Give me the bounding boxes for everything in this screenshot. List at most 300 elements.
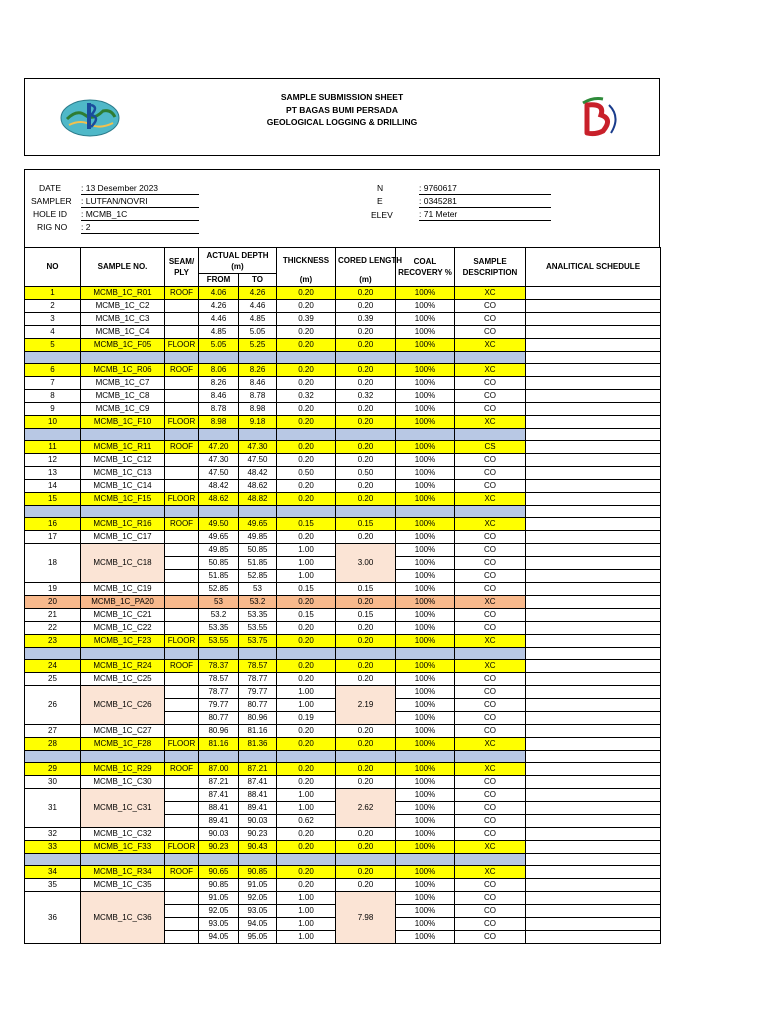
depth-to: 47.30	[239, 441, 277, 454]
sample-no: MCMB_1C_C17	[81, 531, 165, 544]
seam-ply	[165, 480, 199, 493]
col-coal-recovery: COAL RECOVERY %	[396, 248, 455, 287]
seam-ply	[165, 686, 199, 699]
depth-from: 94.05	[199, 931, 239, 944]
analitical-schedule-cell	[526, 699, 661, 712]
sample-description: CS	[455, 441, 526, 454]
row-no: 18	[25, 544, 81, 583]
analitical-schedule-cell	[526, 531, 661, 544]
sample-description: CO	[455, 828, 526, 841]
n-label: N	[377, 183, 384, 193]
seam-ply	[165, 609, 199, 622]
analitical-schedule-cell	[526, 390, 661, 403]
row-no: 10	[25, 416, 81, 429]
separator-row	[25, 648, 661, 660]
table-row	[25, 441, 661, 454]
separator-cell	[165, 854, 199, 866]
coal-recovery: 100%	[396, 313, 455, 326]
col-cored-length: CORED LENGTH	[336, 248, 396, 274]
separator-cell	[336, 648, 396, 660]
row-no: 2	[25, 300, 81, 313]
separator-cell	[165, 429, 199, 441]
depth-from: 53.2	[199, 609, 239, 622]
coal-recovery: 100%	[396, 931, 455, 944]
row-no: 6	[25, 364, 81, 377]
coal-recovery: 100%	[396, 725, 455, 738]
depth-from: 48.42	[199, 480, 239, 493]
row-no: 8	[25, 390, 81, 403]
separator-row	[25, 429, 661, 441]
analitical-schedule-cell	[526, 557, 661, 570]
date-value: : 13 Desember 2023	[81, 183, 199, 195]
seam-ply	[165, 789, 199, 802]
thickness: 0.15	[277, 583, 336, 596]
row-no: 29	[25, 763, 81, 776]
depth-from: 90.23	[199, 841, 239, 854]
depth-to: 48.82	[239, 493, 277, 506]
seam-ply	[165, 557, 199, 570]
analitical-schedule-cell	[526, 287, 661, 300]
depth-to: 78.57	[239, 660, 277, 673]
row-no: 36	[25, 892, 81, 944]
row-no: 19	[25, 583, 81, 596]
analitical-schedule-cell	[526, 403, 661, 416]
sample-no: MCMB_1C_F33	[81, 841, 165, 854]
thickness: 0.20	[277, 596, 336, 609]
separator-cell	[25, 751, 81, 763]
seam-ply	[165, 300, 199, 313]
seam-ply	[165, 725, 199, 738]
analitical-schedule-cell	[526, 815, 661, 828]
depth-from: 4.85	[199, 326, 239, 339]
sample-no: MCMB_1C_C13	[81, 467, 165, 480]
row-no: 27	[25, 725, 81, 738]
depth-to: 8.78	[239, 390, 277, 403]
depth-from: 49.50	[199, 518, 239, 531]
company-logo-right	[573, 93, 623, 139]
analitical-schedule-cell	[526, 364, 661, 377]
table-row	[25, 776, 661, 789]
row-no: 32	[25, 828, 81, 841]
coal-recovery: 100%	[396, 712, 455, 725]
analitical-schedule-cell	[526, 660, 661, 673]
sample-description: CO	[455, 622, 526, 635]
sample-no: MCMB_1C_C19	[81, 583, 165, 596]
thickness: 0.20	[277, 300, 336, 313]
depth-from: 92.05	[199, 905, 239, 918]
depth-to: 4.26	[239, 287, 277, 300]
analitical-schedule-cell	[526, 352, 661, 364]
coal-recovery: 100%	[396, 763, 455, 776]
cored-length: 0.20	[336, 531, 396, 544]
sample-description: CO	[455, 557, 526, 570]
depth-to: 90.03	[239, 815, 277, 828]
sample-no: MCMB_1C_C4	[81, 326, 165, 339]
table-row	[25, 390, 661, 403]
cored-length: 0.32	[336, 390, 396, 403]
seam-ply: ROOF	[165, 518, 199, 531]
separator-cell	[25, 506, 81, 518]
analitical-schedule-cell	[526, 931, 661, 944]
separator-cell	[277, 751, 336, 763]
coal-recovery: 100%	[396, 660, 455, 673]
col-to: TO	[239, 274, 277, 287]
table-row	[25, 583, 661, 596]
table-row	[25, 763, 661, 776]
col-cored-unit: (m)	[336, 274, 396, 287]
depth-from: 88.41	[199, 802, 239, 815]
thickness: 0.20	[277, 326, 336, 339]
depth-to: 53	[239, 583, 277, 596]
cored-length: 0.20	[336, 660, 396, 673]
depth-from: 80.77	[199, 712, 239, 725]
title-line-1: SAMPLE SUBMISSION SHEET	[280, 92, 404, 102]
depth-from: 4.46	[199, 313, 239, 326]
row-no: 24	[25, 660, 81, 673]
table-header	[25, 248, 661, 287]
sample-description: XC	[455, 635, 526, 648]
sample-no: MCMB_1C_C35	[81, 879, 165, 892]
thickness: 0.20	[277, 660, 336, 673]
coal-recovery: 100%	[396, 635, 455, 648]
sample-description: CO	[455, 313, 526, 326]
sample-description: CO	[455, 802, 526, 815]
separator-cell	[199, 648, 239, 660]
seam-ply	[165, 403, 199, 416]
separator-cell	[239, 506, 277, 518]
row-no: 35	[25, 879, 81, 892]
e-label: E	[377, 196, 383, 206]
cored-length: 0.15	[336, 518, 396, 531]
seam-ply	[165, 673, 199, 686]
depth-to: 95.05	[239, 931, 277, 944]
row-no: 22	[25, 622, 81, 635]
table-row	[25, 738, 661, 751]
thickness: 1.00	[277, 789, 336, 802]
cored-length: 0.15	[336, 583, 396, 596]
table-row	[25, 454, 661, 467]
analitical-schedule-cell	[526, 635, 661, 648]
separator-cell	[336, 751, 396, 763]
seam-ply: ROOF	[165, 660, 199, 673]
analitical-schedule-cell	[526, 673, 661, 686]
depth-to: 88.41	[239, 789, 277, 802]
analitical-schedule-cell	[526, 841, 661, 854]
depth-from: 80.96	[199, 725, 239, 738]
thickness: 0.20	[277, 725, 336, 738]
row-no: 1	[25, 287, 81, 300]
coal-recovery: 100%	[396, 828, 455, 841]
depth-from: 89.41	[199, 815, 239, 828]
seam-ply: ROOF	[165, 287, 199, 300]
coal-recovery: 100%	[396, 776, 455, 789]
row-no: 9	[25, 403, 81, 416]
table-row	[25, 635, 661, 648]
seam-ply	[165, 531, 199, 544]
sample-description: CO	[455, 789, 526, 802]
row-no: 4	[25, 326, 81, 339]
thickness: 0.20	[277, 416, 336, 429]
table-row	[25, 841, 661, 854]
col-sample-description: SAMPLE DESCRIPTION	[455, 248, 526, 287]
analitical-schedule-cell	[526, 596, 661, 609]
thickness: 0.15	[277, 609, 336, 622]
seam-ply: FLOOR	[165, 738, 199, 751]
cored-length: 0.20	[336, 403, 396, 416]
depth-from: 47.50	[199, 467, 239, 480]
hole-id-label: HOLE ID	[33, 209, 68, 219]
table-row	[25, 725, 661, 738]
separator-cell	[336, 429, 396, 441]
separator-cell	[455, 506, 526, 518]
separator-cell	[81, 506, 165, 518]
thickness: 0.20	[277, 287, 336, 300]
sample-description: CO	[455, 454, 526, 467]
cored-length: 0.15	[336, 609, 396, 622]
table-row	[25, 300, 661, 313]
thickness: 0.19	[277, 712, 336, 725]
table-row	[25, 544, 661, 557]
cored-length: 0.20	[336, 763, 396, 776]
thickness: 0.50	[277, 467, 336, 480]
row-no: 5	[25, 339, 81, 352]
sample-description: CO	[455, 686, 526, 699]
col-analitical-schedule: ANALITICAL SCHEDULE	[526, 248, 661, 287]
sample-description: XC	[455, 841, 526, 854]
cored-length: 3.00	[336, 544, 396, 583]
depth-from: 47.20	[199, 441, 239, 454]
row-no: 11	[25, 441, 81, 454]
coal-recovery: 100%	[396, 364, 455, 377]
separator-cell	[277, 506, 336, 518]
sample-description: XC	[455, 660, 526, 673]
separator-cell	[25, 854, 81, 866]
thickness: 0.32	[277, 390, 336, 403]
depth-to: 5.05	[239, 326, 277, 339]
table-row	[25, 789, 661, 802]
separator-cell	[396, 648, 455, 660]
analitical-schedule-cell	[526, 339, 661, 352]
table-row	[25, 879, 661, 892]
coal-recovery: 100%	[396, 454, 455, 467]
depth-from: 87.00	[199, 763, 239, 776]
depth-to: 53.35	[239, 609, 277, 622]
col-thickness-unit: (m)	[277, 274, 336, 287]
thickness: 0.20	[277, 454, 336, 467]
separator-cell	[277, 648, 336, 660]
depth-from: 8.46	[199, 390, 239, 403]
table-row	[25, 403, 661, 416]
title-line-3: GEOLOGICAL LOGGING & DRILLING	[266, 117, 418, 127]
seam-ply	[165, 905, 199, 918]
depth-from: 49.85	[199, 544, 239, 557]
seam-ply	[165, 892, 199, 905]
separator-cell	[239, 648, 277, 660]
separator-cell	[455, 751, 526, 763]
row-no: 3	[25, 313, 81, 326]
sample-description: CO	[455, 879, 526, 892]
seam-ply: FLOOR	[165, 841, 199, 854]
cored-length: 0.20	[336, 326, 396, 339]
depth-to: 51.85	[239, 557, 277, 570]
sampler-label: SAMPLER	[31, 196, 72, 206]
table-row	[25, 339, 661, 352]
cored-length: 0.39	[336, 313, 396, 326]
thickness: 1.00	[277, 686, 336, 699]
depth-to: 49.85	[239, 531, 277, 544]
sample-no: MCMB_1C_C7	[81, 377, 165, 390]
cored-length: 0.20	[336, 287, 396, 300]
seam-ply	[165, 622, 199, 635]
coal-recovery: 100%	[396, 467, 455, 480]
coal-recovery: 100%	[396, 493, 455, 506]
seam-ply: ROOF	[165, 364, 199, 377]
sample-description: CO	[455, 403, 526, 416]
depth-to: 92.05	[239, 892, 277, 905]
sample-no: MCMB_1C_F15	[81, 493, 165, 506]
table-row	[25, 660, 661, 673]
depth-to: 80.96	[239, 712, 277, 725]
table-row	[25, 493, 661, 506]
coal-recovery: 100%	[396, 699, 455, 712]
sample-description: XC	[455, 339, 526, 352]
coal-recovery: 100%	[396, 416, 455, 429]
cored-length: 7.98	[336, 892, 396, 944]
separator-cell	[336, 352, 396, 364]
thickness: 0.20	[277, 441, 336, 454]
cored-length: 0.20	[336, 622, 396, 635]
sample-description: CO	[455, 905, 526, 918]
seam-ply	[165, 390, 199, 403]
coal-recovery: 100%	[396, 583, 455, 596]
depth-from: 47.30	[199, 454, 239, 467]
row-no: 20	[25, 596, 81, 609]
seam-ply	[165, 313, 199, 326]
coal-recovery: 100%	[396, 390, 455, 403]
sampler-value: : LUTFAN/NOVRI	[81, 196, 199, 208]
sample-description: CO	[455, 776, 526, 789]
sample-no: MCMB_1C_F28	[81, 738, 165, 751]
coal-recovery: 100%	[396, 403, 455, 416]
sheet-header	[24, 78, 660, 156]
sample-no: MCMB_1C_F05	[81, 339, 165, 352]
separator-cell	[455, 352, 526, 364]
cored-length: 0.20	[336, 441, 396, 454]
analitical-schedule-cell	[526, 879, 661, 892]
seam-ply	[165, 802, 199, 815]
separator-cell	[165, 506, 199, 518]
cored-length: 0.20	[336, 776, 396, 789]
table-row	[25, 866, 661, 879]
thickness: 0.20	[277, 776, 336, 789]
sample-no: MCMB_1C_R34	[81, 866, 165, 879]
seam-ply	[165, 828, 199, 841]
depth-to: 87.21	[239, 763, 277, 776]
sample-no: MCMB_1C_C9	[81, 403, 165, 416]
seam-ply	[165, 879, 199, 892]
row-no: 25	[25, 673, 81, 686]
sample-description: CO	[455, 609, 526, 622]
depth-to: 80.77	[239, 699, 277, 712]
thickness: 1.00	[277, 802, 336, 815]
coal-recovery: 100%	[396, 531, 455, 544]
separator-cell	[199, 854, 239, 866]
thickness: 1.00	[277, 892, 336, 905]
separator-row	[25, 854, 661, 866]
seam-ply	[165, 326, 199, 339]
sample-description: XC	[455, 416, 526, 429]
seam-ply	[165, 931, 199, 944]
separator-cell	[239, 352, 277, 364]
table-row	[25, 518, 661, 531]
row-no: 23	[25, 635, 81, 648]
coal-recovery: 100%	[396, 866, 455, 879]
sample-description: CO	[455, 390, 526, 403]
thickness: 1.00	[277, 544, 336, 557]
table-row	[25, 467, 661, 480]
e-value: : 0345281	[419, 196, 551, 208]
depth-from: 87.21	[199, 776, 239, 789]
depth-to: 49.65	[239, 518, 277, 531]
depth-to: 81.36	[239, 738, 277, 751]
coal-recovery: 100%	[396, 673, 455, 686]
cored-length: 0.20	[336, 635, 396, 648]
sample-no: MCMB_1C_C36	[81, 892, 165, 944]
depth-from: 50.85	[199, 557, 239, 570]
depth-from: 8.78	[199, 403, 239, 416]
depth-to: 52.85	[239, 570, 277, 583]
coal-recovery: 100%	[396, 789, 455, 802]
sample-description: CO	[455, 377, 526, 390]
sample-description: CO	[455, 815, 526, 828]
analitical-schedule-cell	[526, 441, 661, 454]
separator-cell	[81, 352, 165, 364]
cored-length: 0.50	[336, 467, 396, 480]
row-no: 17	[25, 531, 81, 544]
depth-from: 53.55	[199, 635, 239, 648]
sample-description: XC	[455, 518, 526, 531]
table-row	[25, 622, 661, 635]
separator-cell	[81, 648, 165, 660]
sample-description: XC	[455, 866, 526, 879]
depth-to: 48.42	[239, 467, 277, 480]
analitical-schedule-cell	[526, 467, 661, 480]
coal-recovery: 100%	[396, 905, 455, 918]
analitical-schedule-cell	[526, 377, 661, 390]
title-line-2: PT BAGAS BUMI PERSADA	[286, 104, 398, 115]
analitical-schedule-cell	[526, 506, 661, 518]
sample-no: MCMB_1C_F23	[81, 635, 165, 648]
sample-description: CO	[455, 467, 526, 480]
sample-description: XC	[455, 287, 526, 300]
cored-length: 2.19	[336, 686, 396, 725]
depth-to: 53.2	[239, 596, 277, 609]
analitical-schedule-cell	[526, 648, 661, 660]
analitical-schedule-cell	[526, 866, 661, 879]
thickness: 0.20	[277, 339, 336, 352]
depth-to: 94.05	[239, 918, 277, 931]
coal-recovery: 100%	[396, 738, 455, 751]
cored-length: 0.20	[336, 879, 396, 892]
separator-cell	[81, 751, 165, 763]
seam-ply	[165, 815, 199, 828]
coal-recovery: 100%	[396, 918, 455, 931]
coal-recovery: 100%	[396, 596, 455, 609]
thickness: 0.20	[277, 622, 336, 635]
sample-no: MCMB_1C_PA20	[81, 596, 165, 609]
separator-row	[25, 751, 661, 763]
separator-row	[25, 506, 661, 518]
